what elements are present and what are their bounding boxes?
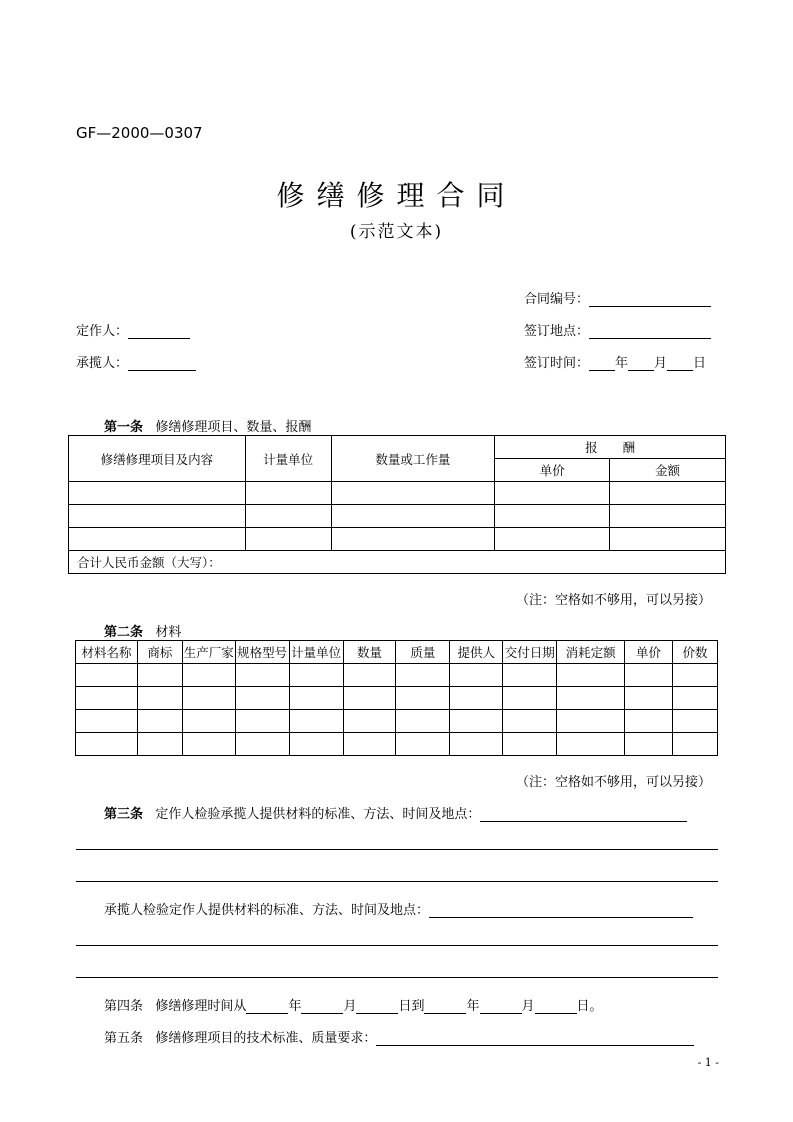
sign-year-blank[interactable]: [589, 356, 615, 371]
document-title: 修缮修理合同: [276, 179, 517, 212]
article3-blank-1[interactable]: [480, 807, 687, 822]
orderer-label: 定作人：: [76, 324, 129, 339]
contract-number-blank[interactable]: [589, 292, 711, 307]
header-amount: 金额: [610, 459, 726, 482]
sign-day-label: 日: [693, 356, 707, 371]
remuneration-table: [68, 435, 726, 574]
start-year-label: 年: [288, 999, 302, 1014]
header-item: 修缮修理项目及内容: [69, 436, 246, 482]
sign-time-field: [524, 352, 706, 371]
table-cell[interactable]: [672, 687, 717, 710]
table-row: [69, 482, 726, 505]
start-day-label: 日到: [398, 999, 425, 1014]
table-cell[interactable]: [396, 710, 450, 733]
table-row: [76, 733, 718, 756]
article4-number: 第四条: [104, 999, 144, 1014]
sign-place-field: [524, 320, 711, 339]
table-cell[interactable]: [343, 664, 396, 687]
materials-header: 商标: [137, 641, 182, 664]
article1-heading: [104, 416, 311, 435]
start-year-blank[interactable]: [246, 999, 288, 1014]
table-cell[interactable]: [182, 710, 235, 733]
article3-text2: 承揽人检验定作人提供材料的标准、方法、时间及地点：: [104, 903, 430, 918]
table-cell[interactable]: [450, 733, 503, 756]
table-cell[interactable]: [76, 687, 138, 710]
materials-header: 交付日期: [503, 641, 557, 664]
materials-header: 计量单位: [289, 641, 343, 664]
sign-month-label: 月: [654, 356, 668, 371]
table-cell[interactable]: [137, 710, 182, 733]
table-cell[interactable]: [625, 733, 673, 756]
table-cell[interactable]: [343, 733, 396, 756]
table-cell[interactable]: [69, 482, 246, 505]
table-row: [69, 528, 726, 551]
article2-note: （注：空格如不够用，可以另接）: [515, 775, 711, 790]
table-cell[interactable]: [450, 687, 503, 710]
table-cell[interactable]: [182, 664, 235, 687]
article3-line2: [104, 899, 693, 918]
end-day-blank[interactable]: [535, 999, 577, 1014]
contractor-blank[interactable]: [128, 356, 196, 371]
materials-header: 消耗定额: [557, 641, 625, 664]
table-cell[interactable]: [610, 505, 726, 528]
table-cell[interactable]: [331, 505, 495, 528]
table-cell[interactable]: [672, 664, 717, 687]
sign-time-label: 签订时间：: [524, 356, 590, 371]
table-cell[interactable]: [182, 687, 235, 710]
header-quantity: 数量或工作量: [331, 436, 495, 482]
table-cell[interactable]: [182, 733, 235, 756]
table-cell[interactable]: [495, 528, 610, 551]
table-cell[interactable]: [557, 710, 625, 733]
article3-blank-2[interactable]: [429, 903, 693, 918]
materials-header: 规格型号: [235, 641, 289, 664]
table-cell[interactable]: [235, 733, 289, 756]
table-cell[interactable]: [557, 664, 625, 687]
table-cell[interactable]: [503, 687, 557, 710]
table-cell[interactable]: [450, 710, 503, 733]
end-day-label: 日。: [576, 999, 603, 1014]
article3-number: 第三条: [104, 807, 144, 822]
contract-number-field: [524, 288, 711, 307]
contractor-field: [76, 352, 196, 371]
document-code: GF—2000—0307: [76, 124, 203, 142]
table-row: [69, 505, 726, 528]
sign-month-blank[interactable]: [628, 356, 654, 371]
table-cell[interactable]: [289, 687, 343, 710]
materials-header: 提供人: [450, 641, 503, 664]
article5-text: 修缮修理项目的技术标准、质量要求：: [155, 1031, 377, 1046]
sign-day-blank[interactable]: [667, 356, 693, 371]
end-month-label: 月: [521, 999, 535, 1014]
materials-header: 生产厂家: [182, 641, 235, 664]
table-cell[interactable]: [396, 733, 450, 756]
sign-place-blank[interactable]: [589, 324, 711, 339]
materials-header: 质量: [396, 641, 450, 664]
start-day-blank[interactable]: [356, 999, 398, 1014]
orderer-blank[interactable]: [128, 324, 190, 339]
header-unit-price: 单价: [495, 459, 610, 482]
fill-line[interactable]: [76, 881, 718, 882]
document-subtitle: (示范文本): [349, 222, 444, 242]
table-row: [76, 687, 718, 710]
sign-year-label: 年: [615, 356, 629, 371]
table-row: [76, 710, 718, 733]
article3-line1: [104, 803, 687, 822]
table-row: [76, 664, 718, 687]
article1-note: （注：空格如不够用，可以另接）: [515, 593, 711, 608]
table-cell[interactable]: [235, 710, 289, 733]
table-cell[interactable]: [557, 733, 625, 756]
table-cell[interactable]: [625, 710, 673, 733]
table-cell[interactable]: [672, 710, 717, 733]
materials-header: 价数: [672, 641, 717, 664]
page-number: - 1 -: [697, 1056, 719, 1069]
table-cell[interactable]: [69, 505, 246, 528]
table-cell[interactable]: [396, 687, 450, 710]
table-cell[interactable]: [625, 664, 673, 687]
start-month-label: 月: [343, 999, 357, 1014]
table-cell[interactable]: [76, 733, 138, 756]
article5-number: 第五条: [104, 1031, 144, 1046]
article2-title: 材料: [155, 625, 182, 640]
article4-line: [104, 995, 603, 1014]
fill-line[interactable]: [76, 849, 718, 850]
table-cell[interactable]: [495, 482, 610, 505]
article1-number: 第一条: [104, 420, 144, 435]
table-cell[interactable]: [235, 687, 289, 710]
materials-header: 数量: [343, 641, 396, 664]
table-cell[interactable]: [503, 733, 557, 756]
table-cell[interactable]: [289, 664, 343, 687]
contract-number-label: 合同编号：: [524, 292, 590, 307]
total-amount-label[interactable]: 合计人民币金额（大写）：: [69, 551, 726, 574]
table-cell[interactable]: [245, 505, 331, 528]
table-cell[interactable]: [289, 710, 343, 733]
table-cell[interactable]: [396, 664, 450, 687]
table-cell[interactable]: [137, 733, 182, 756]
article4-text: 修缮修理时间从: [155, 999, 247, 1014]
article5-blank[interactable]: [376, 1031, 694, 1046]
end-year-blank[interactable]: [424, 999, 466, 1014]
article1-title: 修缮修理项目、数量、报酬: [155, 420, 312, 435]
materials-header: 单价: [625, 641, 673, 664]
table-cell[interactable]: [245, 528, 331, 551]
materials-table: [75, 640, 718, 756]
end-month-blank[interactable]: [480, 999, 522, 1014]
article2-number: 第二条: [104, 625, 144, 640]
table-cell[interactable]: [137, 687, 182, 710]
materials-header: 材料名称: [76, 641, 138, 664]
article3-text1: 定作人检验承揽人提供材料的标准、方法、时间及地点：: [155, 807, 481, 822]
table-cell[interactable]: [503, 664, 557, 687]
table-cell[interactable]: [343, 687, 396, 710]
table-cell[interactable]: [245, 482, 331, 505]
start-month-blank[interactable]: [301, 999, 343, 1014]
table-cell[interactable]: [235, 664, 289, 687]
contractor-label: 承揽人：: [76, 356, 129, 371]
table-cell[interactable]: [610, 528, 726, 551]
table-cell[interactable]: [672, 733, 717, 756]
header-remuneration: 报 酬: [495, 436, 726, 459]
article5-line: [104, 1027, 694, 1046]
table-cell[interactable]: [76, 710, 138, 733]
table-cell[interactable]: [625, 687, 673, 710]
table-cell[interactable]: [503, 710, 557, 733]
table-cell[interactable]: [343, 710, 396, 733]
article2-heading: [104, 621, 181, 640]
sign-place-label: 签订地点：: [524, 324, 590, 339]
table-cell[interactable]: [331, 482, 495, 505]
end-year-label: 年: [466, 999, 480, 1014]
table-cell[interactable]: [69, 528, 246, 551]
table-cell[interactable]: [495, 505, 610, 528]
table-cell[interactable]: [76, 664, 138, 687]
table-cell[interactable]: [289, 733, 343, 756]
table-cell[interactable]: [610, 482, 726, 505]
fill-line[interactable]: [76, 977, 718, 978]
table-cell[interactable]: [450, 664, 503, 687]
fill-line[interactable]: [76, 945, 718, 946]
table-cell[interactable]: [331, 528, 495, 551]
header-unit: 计量单位: [245, 436, 331, 482]
orderer-field: [76, 320, 190, 339]
materials-header-row: [76, 641, 718, 664]
table-cell[interactable]: [557, 687, 625, 710]
table-cell[interactable]: [137, 664, 182, 687]
